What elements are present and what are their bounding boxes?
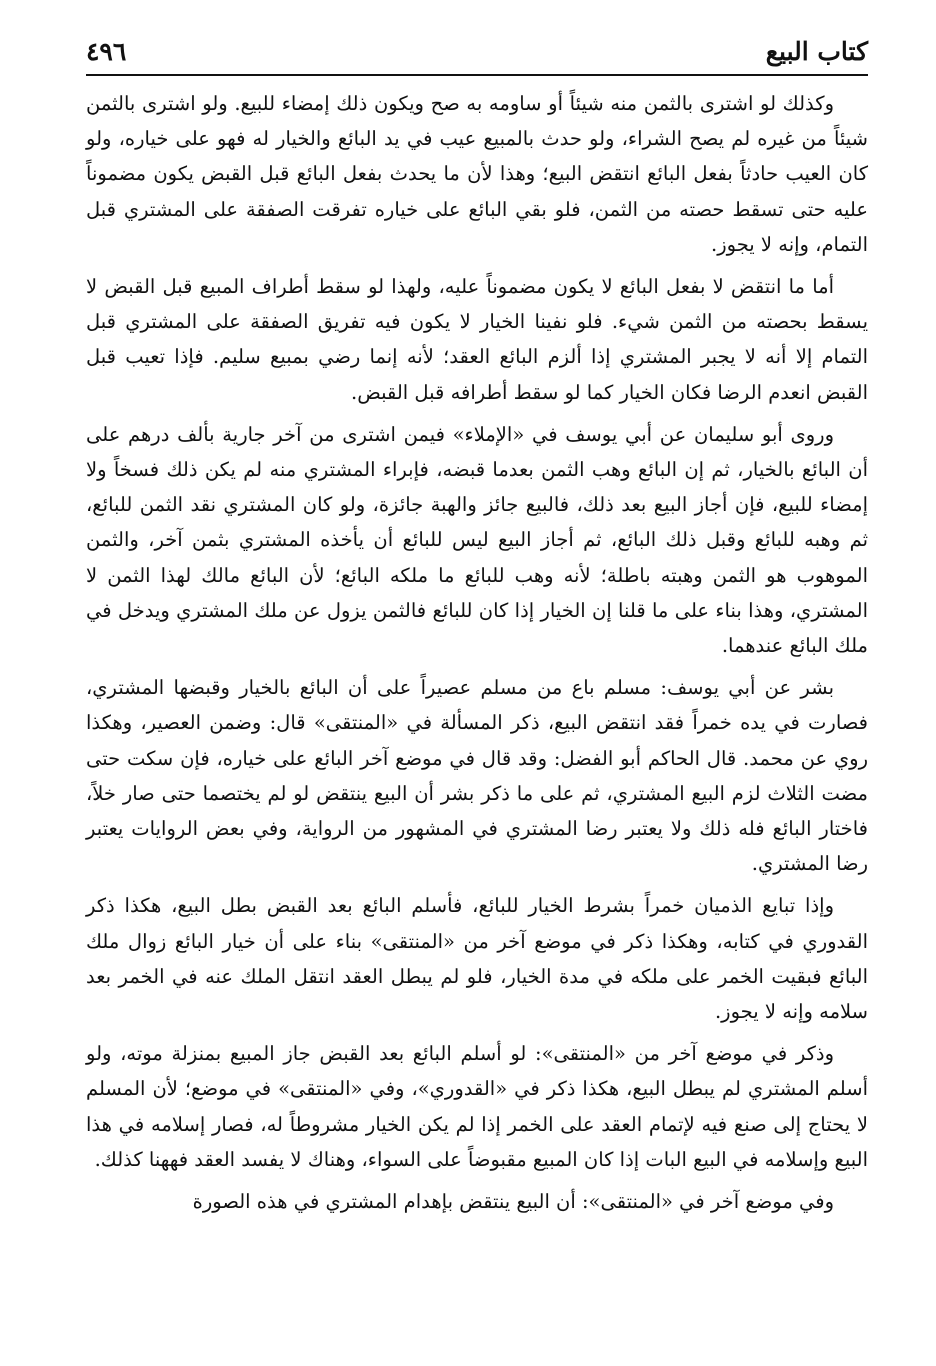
chapter-title: كتاب البيع [765,37,868,66]
paragraph: وإذا تبايع الذميان خمراً بشرط الخيار للبائع، فأسلم البائع بعد القبض بطل البيع، هكذا ذكر القدوري في كتابه، وهكذا ذكر في موضع آخر من «المنتقى» بناء على أن خيار البائع زوال ملك البائع فبقيت الخمر على ملكه في مدة الخيار، فلو لم يبطل العقد انتقل الملك عنه في الخمر بعد سلامه وإنه لا يجوز. [86,894,868,1024]
paragraph: وفي موضع آخر في «المنتقى»: أن البيع ينتقض بإهدام المشتري في هذه الصورة [192,1190,834,1214]
page-header [86,34,868,76]
paragraph: بشر عن أبي يوسف: مسلم باع من مسلم عصيراً على أن البائع بالخيار وقبضها المشتري، فصارت في يده خمراً فقد انتقض البيع، ذكر المسألة في «المنتقى» قال: وضمن العصير، وهكذا روي عن محمد. قال الحاكم أبو الفضل: وقد قال في موضع آخر البائع على خياره، فإن سكت حتى مضت الثلاث لزم البيع المشتري، ثم على ما ذكر بشر أن البيع ينتقض لو لم يختصما حتى صار خلاً، فاختار البائع فله ذلك ولا يعتبر رضا المشتري في المشهور من الرواية، وفي بعض الروايات يعتبر رضا المشتري. [86,676,868,876]
page-body [86,86,868,1219]
paragraph: أما ما انتقض لا بفعل البائع لا يكون مضموناً عليه، ولهذا لو سقط أطراف المبيع قبل القبض لا يسقط بحصته من الثمن شيء. فلو نفينا الخيار لا يكون فيه تفريق الصفقة على المشتري قبل التمام إلا أنه لا يجبر المشتري إذا ألزم البائع العقد؛ لأنه إنما رضي بمبيع سليم. فإذا تعيب قبل القبض انعدم الرضا فكان الخيار كما لو سقط أطرافه قبل القبض. [86,275,868,404]
page-number: ٤٩٦ [86,37,127,66]
paragraph: وكذلك لو اشترى بالثمن منه شيئاً أو ساومه به صح ويكون ذلك إمضاء للبيع. ولو اشترى بالثمن شيئاً من غيره لم يصح الشراء، ولو حدث بالمبيع عيب في يد البائع والخيار له فهو على خياره، ولو كان العيب حادثاً بفعل البائع انتقض البيع؛ وهذا لأن ما يحدث بفعل البائع قبل القبض يكون مضموناً عليه حتى تسقط حصته من الثمن، فلو بقي البائع على خياره تفرقت الصفقة على المشتري قبل التمام، وإنه لا يجوز. [86,92,868,256]
paragraph: وروى أبو سليمان عن أبي يوسف في «الإملاء» فيمن اشترى من آخر جارية بألف درهم على أن البائع بالخيار، ثم إن البائع وهب الثمن بعدما قبضه، فإبراء المشتري منه لم يكن ذلك فسخاً ولا إمضاء للبيع، فإن أجاز البيع بعد ذلك، فالبيع جائز والهبة جائزة، ولو كان المشتري نقد الثمن للبائع، ثم وهبه للبائع وقبل ذلك البائع، ثم أجاز البيع ليس للبائع أن يأخذه المشتري بثمن آخر، والثمن الموهوب هو الثمن وهبته باطلة؛ لأنه وهب للبائع ما ملكه البائع؛ لأن البائع مالك لهذا الثمن لا المشتري، وهذا بناء على ما قلنا إن الخيار إذا كان للبائع فالثمن يزول عن ملك المشتري ويدخل في ملك البائع عندهما. [86,422,868,658]
paragraph: وذكر في موضع آخر من «المنتقى»: لو أسلم البائع بعد القبض جاز المبيع بمنزلة موته، ولو أسلم المشتري لم يبطل البيع، هكذا ذكر في «القدوري»، وفي «المنتقى» في موضع؛ لأن المسلم لا يحتاج إلى صنع فيه لإتمام العقد على الخمر إذا لم يكن الخيار مشروطاً له، فصار إسلامه في هذا البيع وإسلامه في البيع البات إذا كان المبيع مقبوضاً على السواء، وهناك لا يفسد العقد فههنا كذلك. [86,1042,868,1171]
